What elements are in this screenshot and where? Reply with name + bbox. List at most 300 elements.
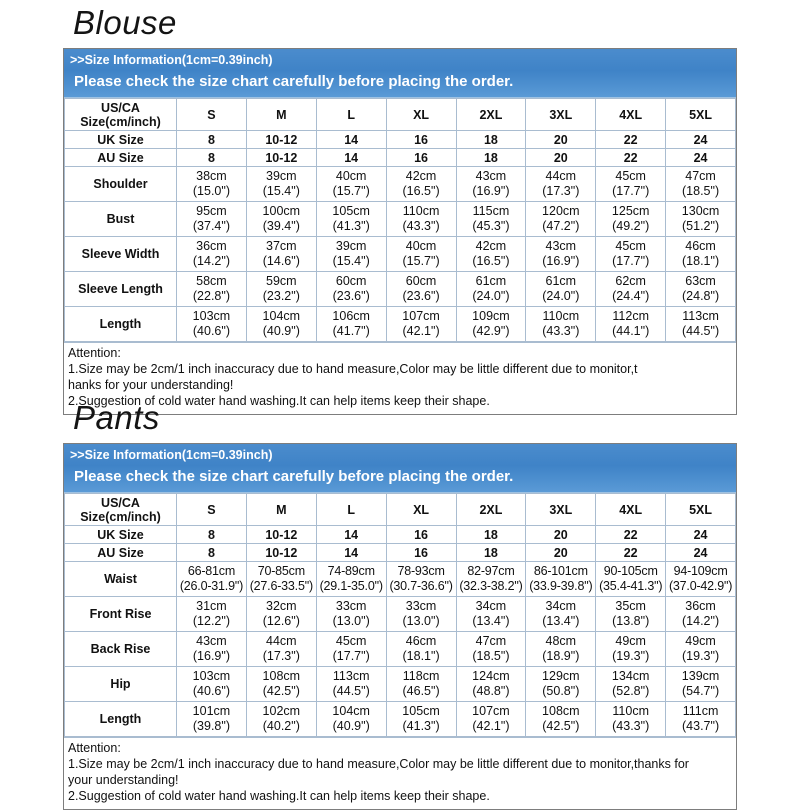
pants-data-cell bbox=[666, 667, 736, 702]
pants-value-cm: 34cm bbox=[545, 599, 577, 614]
blouse-table-row bbox=[65, 202, 736, 237]
blouse-value-inch: (18.5") bbox=[682, 184, 720, 199]
pants-value-inch: (13.4") bbox=[472, 614, 510, 629]
blouse-value-cm: 105cm bbox=[332, 204, 370, 219]
blouse-subheader-label: AU Size bbox=[65, 149, 177, 167]
blouse-data-cell bbox=[386, 202, 456, 237]
blouse-row-label: Sleeve Width bbox=[65, 237, 177, 272]
pants-value-inch: (29.1-35.0") bbox=[319, 579, 383, 594]
pants-data-cell bbox=[596, 562, 666, 597]
pants-size-header: M bbox=[246, 494, 316, 526]
pants-value-cm: 139cm bbox=[681, 669, 720, 684]
pants-value-inch: (40.6") bbox=[192, 684, 230, 699]
pants-data-cell bbox=[386, 597, 456, 632]
pants-value-cm: 31cm bbox=[196, 599, 227, 614]
pants-subheader-cell: 16 bbox=[386, 526, 456, 544]
blouse-title: Blouse bbox=[73, 4, 177, 41]
pants-value-inch: (54.7") bbox=[682, 684, 720, 699]
pants-table-row bbox=[65, 702, 736, 737]
blouse-data-cell bbox=[246, 237, 316, 272]
blouse-corner-line1: US/CA bbox=[101, 100, 140, 115]
pants-data-cell bbox=[666, 597, 736, 632]
blouse-value-inch: (14.2") bbox=[192, 254, 230, 269]
blouse-value-cm: 60cm bbox=[335, 274, 367, 289]
blouse-value-cm: 42cm bbox=[475, 239, 507, 254]
pants-banner bbox=[64, 444, 736, 493]
blouse-value-cm: 125cm bbox=[611, 204, 650, 219]
pants-value-inch: (13.4") bbox=[542, 614, 580, 629]
blouse-data-cell bbox=[666, 307, 736, 342]
blouse-value-inch: (24.0") bbox=[542, 289, 580, 304]
pants-data-cell bbox=[386, 562, 456, 597]
blouse-value-cm: 60cm bbox=[405, 274, 437, 289]
blouse-size-header: XL bbox=[386, 99, 456, 131]
blouse-data-cell bbox=[666, 202, 736, 237]
blouse-value-inch: (37.4") bbox=[192, 219, 230, 234]
blouse-size-header: 2XL bbox=[456, 99, 526, 131]
pants-value-inch: (17.7") bbox=[332, 649, 370, 664]
blouse-value-inch: (39.4") bbox=[262, 219, 300, 234]
blouse-value-cm: 43cm bbox=[545, 239, 577, 254]
pants-size-header: 4XL bbox=[596, 494, 666, 526]
pants-subheader-cell: 16 bbox=[386, 544, 456, 562]
pants-data-cell bbox=[456, 702, 526, 737]
pants-value-cm: 66-81cm bbox=[187, 564, 236, 579]
pants-value-inch: (40.9") bbox=[332, 719, 370, 734]
pants-attention-line: Attention: bbox=[68, 741, 121, 756]
pants-row-label: Waist bbox=[65, 562, 177, 597]
blouse-value-inch: (17.7") bbox=[612, 254, 650, 269]
pants-value-inch: (18.1") bbox=[402, 649, 440, 664]
pants-data-cell bbox=[177, 562, 247, 597]
blouse-table-row bbox=[65, 237, 736, 272]
blouse-value-inch: (15.4") bbox=[262, 184, 300, 199]
pants-value-cm: 113cm bbox=[332, 669, 370, 684]
blouse-subheader-cell: 20 bbox=[526, 149, 596, 167]
blouse-value-cm: 106cm bbox=[332, 309, 370, 324]
blouse-subheader-cell: 10-12 bbox=[246, 131, 316, 149]
blouse-data-cell bbox=[316, 237, 386, 272]
blouse-value-inch: (24.0") bbox=[472, 289, 510, 304]
blouse-data-cell bbox=[526, 167, 596, 202]
pants-value-cm: 102cm bbox=[262, 704, 301, 719]
pants-value-inch: (14.2") bbox=[682, 614, 720, 629]
pants-data-cell bbox=[177, 667, 247, 702]
pants-data-cell bbox=[177, 632, 247, 667]
pants-data-cell bbox=[386, 667, 456, 702]
pants-value-cm: 78-93cm bbox=[397, 564, 445, 579]
pants-data-cell bbox=[177, 597, 247, 632]
pants-subheader-row bbox=[65, 544, 736, 562]
pants-value-cm: 129cm bbox=[542, 669, 580, 684]
blouse-row-label: Shoulder bbox=[65, 167, 177, 202]
pants-value-inch: (32.3-38.2") bbox=[459, 579, 523, 594]
blouse-value-inch: (23.6") bbox=[402, 289, 440, 304]
pants-data-cell bbox=[386, 702, 456, 737]
pants-value-cm: 47cm bbox=[475, 634, 507, 649]
blouse-size-header: 5XL bbox=[666, 99, 736, 131]
pants-value-inch: (43.3") bbox=[612, 719, 650, 734]
blouse-value-inch: (43.3") bbox=[542, 324, 580, 339]
blouse-value-cm: 47cm bbox=[685, 169, 716, 184]
blouse-value-inch: (40.6") bbox=[192, 324, 230, 339]
blouse-row-label: Sleeve Length bbox=[65, 272, 177, 307]
blouse-value-inch: (22.8") bbox=[192, 289, 230, 304]
pants-data-cell bbox=[456, 632, 526, 667]
blouse-data-cell bbox=[386, 167, 456, 202]
blouse-table-row bbox=[65, 167, 736, 202]
pants-data-cell bbox=[246, 667, 316, 702]
blouse-data-cell bbox=[526, 202, 596, 237]
pants-subheader-label: AU Size bbox=[65, 544, 177, 562]
blouse-value-inch: (23.6") bbox=[332, 289, 370, 304]
pants-value-cm: 49cm bbox=[685, 634, 716, 649]
pants-value-cm: 110cm bbox=[612, 704, 649, 719]
pants-data-cell bbox=[666, 702, 736, 737]
pants-value-inch: (41.3") bbox=[402, 719, 440, 734]
blouse-banner bbox=[64, 49, 736, 98]
pants-value-inch: (18.9") bbox=[542, 649, 580, 664]
blouse-value-cm: 37cm bbox=[266, 239, 297, 254]
pants-data-cell bbox=[596, 632, 666, 667]
blouse-subheader-cell: 10-12 bbox=[246, 149, 316, 167]
blouse-data-cell bbox=[456, 202, 526, 237]
pants-value-cm: 43cm bbox=[196, 634, 227, 649]
blouse-data-cell bbox=[177, 307, 247, 342]
pants-value-cm: 49cm bbox=[615, 634, 646, 649]
pants-subheader-cell: 20 bbox=[526, 544, 596, 562]
blouse-value-cm: 40cm bbox=[335, 169, 367, 184]
pants-subheader-cell: 14 bbox=[316, 526, 386, 544]
blouse-subheader-cell: 18 bbox=[456, 131, 526, 149]
blouse-subheader-cell: 20 bbox=[526, 131, 596, 149]
blouse-value-inch: (15.7") bbox=[332, 184, 370, 199]
pants-data-cell bbox=[596, 667, 666, 702]
blouse-value-inch: (24.4") bbox=[612, 289, 650, 304]
blouse-row-label: Bust bbox=[65, 202, 177, 237]
blouse-value-cm: 107cm bbox=[402, 309, 440, 324]
pants-table-row bbox=[65, 632, 736, 667]
pants-value-cm: 118cm bbox=[402, 669, 440, 684]
blouse-data-cell bbox=[526, 272, 596, 307]
pants-attention-line: 2.Suggestion of cold water hand washing.It can help items keep their shape. bbox=[68, 788, 490, 803]
pants-header-row bbox=[65, 494, 736, 526]
pants-section bbox=[63, 399, 737, 810]
pants-data-cell bbox=[316, 667, 386, 702]
blouse-corner-line2: Size(cm/inch) bbox=[80, 114, 161, 129]
pants-value-cm: 36cm bbox=[685, 599, 716, 614]
blouse-value-inch: (15.4") bbox=[332, 254, 370, 269]
pants-value-cm: 124cm bbox=[472, 669, 510, 684]
pants-value-inch: (48.8") bbox=[472, 684, 510, 699]
blouse-value-cm: 39cm bbox=[335, 239, 367, 254]
blouse-data-cell bbox=[666, 237, 736, 272]
pants-value-inch: (16.9") bbox=[192, 649, 230, 664]
blouse-attention-line: hanks for your understanding! bbox=[68, 377, 234, 392]
blouse-value-cm: 61cm bbox=[545, 274, 577, 289]
blouse-value-inch: (41.7") bbox=[332, 324, 370, 339]
blouse-value-cm: 46cm bbox=[685, 239, 716, 254]
pants-value-cm: 46cm bbox=[405, 634, 437, 649]
pants-value-cm: 34cm bbox=[475, 599, 507, 614]
pants-banner-size-info: >>Size Information(1cm=0.39inch) bbox=[70, 447, 273, 462]
pants-value-inch: (39.8") bbox=[192, 719, 230, 734]
pants-value-inch: (13.0") bbox=[402, 614, 440, 629]
blouse-value-cm: 44cm bbox=[545, 169, 577, 184]
pants-subheader-cell: 22 bbox=[596, 526, 666, 544]
pants-subheader-cell: 20 bbox=[526, 526, 596, 544]
pants-value-inch: (12.2") bbox=[192, 614, 230, 629]
pants-title: Pants bbox=[73, 399, 160, 436]
pants-value-inch: (19.3") bbox=[682, 649, 720, 664]
pants-subheader-row bbox=[65, 526, 736, 544]
pants-size-table bbox=[64, 493, 736, 737]
blouse-value-inch: (42.9") bbox=[472, 324, 510, 339]
blouse-data-cell bbox=[246, 272, 316, 307]
pants-data-cell bbox=[316, 702, 386, 737]
pants-value-inch: (52.8") bbox=[612, 684, 650, 699]
blouse-value-inch: (41.3") bbox=[332, 219, 370, 234]
pants-value-inch: (42.1") bbox=[472, 719, 510, 734]
blouse-value-inch: (16.9") bbox=[472, 184, 510, 199]
blouse-value-inch: (18.1") bbox=[682, 254, 720, 269]
blouse-value-inch: (17.3") bbox=[542, 184, 580, 199]
pants-value-inch: (35.4-41.3") bbox=[599, 579, 663, 594]
blouse-value-cm: 45cm bbox=[615, 169, 646, 184]
pants-row-label: Hip bbox=[65, 667, 177, 702]
blouse-table-row bbox=[65, 307, 736, 342]
pants-data-cell bbox=[386, 632, 456, 667]
blouse-subheader-cell: 8 bbox=[177, 149, 247, 167]
pants-attention bbox=[64, 737, 736, 809]
pants-value-cm: 82-97cm bbox=[467, 564, 515, 579]
pants-data-cell bbox=[316, 632, 386, 667]
blouse-data-cell bbox=[386, 307, 456, 342]
pants-data-cell bbox=[666, 562, 736, 597]
blouse-banner-size-info: >>Size Information(1cm=0.39inch) bbox=[70, 52, 273, 67]
blouse-value-inch: (43.3") bbox=[402, 219, 440, 234]
pants-data-cell bbox=[526, 632, 596, 667]
pants-value-inch: (30.7-36.6") bbox=[389, 579, 453, 594]
blouse-value-cm: 120cm bbox=[542, 204, 580, 219]
blouse-data-cell bbox=[177, 237, 247, 272]
pants-value-inch: (17.3") bbox=[262, 649, 300, 664]
pants-data-cell bbox=[456, 597, 526, 632]
blouse-value-cm: 59cm bbox=[266, 274, 297, 289]
blouse-attention-line: Attention: bbox=[68, 346, 121, 361]
blouse-data-cell bbox=[666, 272, 736, 307]
blouse-table-body bbox=[65, 99, 736, 342]
pants-data-cell bbox=[316, 562, 386, 597]
blouse-value-cm: 40cm bbox=[405, 239, 437, 254]
blouse-value-cm: 42cm bbox=[405, 169, 437, 184]
blouse-value-inch: (15.7") bbox=[402, 254, 440, 269]
pants-data-cell bbox=[526, 562, 596, 597]
blouse-attention-line: 2.Suggestion of cold water hand washing.It can help items keep their shape. bbox=[68, 393, 490, 408]
blouse-value-inch: (44.5") bbox=[682, 324, 720, 339]
pants-value-inch: (18.5") bbox=[472, 649, 510, 664]
pants-subheader-label: UK Size bbox=[65, 526, 177, 544]
pants-corner-line1: US/CA bbox=[101, 495, 140, 510]
blouse-data-cell bbox=[316, 167, 386, 202]
pants-size-header: 3XL bbox=[526, 494, 596, 526]
pants-value-cm: 111cm bbox=[682, 704, 719, 719]
pants-value-cm: 103cm bbox=[192, 669, 231, 684]
pants-subheader-cell: 22 bbox=[596, 544, 666, 562]
pants-data-cell bbox=[526, 702, 596, 737]
blouse-value-inch: (14.6") bbox=[262, 254, 300, 269]
pants-data-cell bbox=[666, 632, 736, 667]
pants-subheader-cell: 8 bbox=[177, 544, 247, 562]
blouse-subheader-cell: 16 bbox=[386, 131, 456, 149]
pants-size-header: 5XL bbox=[666, 494, 736, 526]
blouse-value-inch: (16.5") bbox=[402, 184, 440, 199]
blouse-data-cell bbox=[177, 202, 247, 237]
blouse-value-cm: 63cm bbox=[685, 274, 716, 289]
blouse-row-label: Length bbox=[65, 307, 177, 342]
blouse-subheader-cell: 14 bbox=[316, 131, 386, 149]
blouse-data-cell bbox=[316, 272, 386, 307]
pants-subheader-cell: 10-12 bbox=[246, 526, 316, 544]
blouse-data-cell bbox=[596, 272, 666, 307]
blouse-value-inch: (45.3") bbox=[472, 219, 510, 234]
blouse-data-cell bbox=[246, 307, 316, 342]
blouse-value-cm: 39cm bbox=[266, 169, 297, 184]
pants-value-cm: 32cm bbox=[266, 599, 297, 614]
blouse-chart bbox=[63, 48, 737, 415]
blouse-data-cell bbox=[456, 237, 526, 272]
blouse-value-inch: (24.8") bbox=[682, 289, 720, 304]
pants-size-header: XL bbox=[386, 494, 456, 526]
blouse-header-row bbox=[65, 99, 736, 131]
pants-subheader-cell: 24 bbox=[666, 526, 736, 544]
blouse-data-cell bbox=[456, 167, 526, 202]
blouse-size-header: 3XL bbox=[526, 99, 596, 131]
pants-subheader-cell: 18 bbox=[456, 526, 526, 544]
blouse-data-cell bbox=[386, 237, 456, 272]
pants-value-inch: (26.0-31.9") bbox=[179, 579, 244, 594]
blouse-value-cm: 43cm bbox=[475, 169, 507, 184]
blouse-value-inch: (49.2") bbox=[612, 219, 650, 234]
blouse-data-cell bbox=[596, 307, 666, 342]
blouse-value-cm: 100cm bbox=[262, 204, 301, 219]
blouse-attention-line: 1.Size may be 2cm/1 inch inaccuracy due to hand measure,Color may be little different due to monitor,t bbox=[68, 361, 638, 376]
blouse-data-cell bbox=[596, 237, 666, 272]
pants-value-inch: (37.0-42.9") bbox=[668, 579, 733, 594]
pants-row-label: Back Rise bbox=[65, 632, 177, 667]
pants-table-row bbox=[65, 667, 736, 702]
pants-value-inch: (33.9-39.8") bbox=[529, 579, 593, 594]
blouse-data-cell bbox=[526, 307, 596, 342]
pants-value-inch: (43.7") bbox=[682, 719, 720, 734]
pants-value-cm: 108cm bbox=[542, 704, 580, 719]
blouse-value-cm: 109cm bbox=[472, 309, 510, 324]
blouse-value-cm: 112cm bbox=[612, 309, 649, 324]
pants-value-cm: 70-85cm bbox=[257, 564, 305, 579]
blouse-data-cell bbox=[526, 237, 596, 272]
blouse-data-cell bbox=[596, 202, 666, 237]
blouse-data-cell bbox=[386, 272, 456, 307]
blouse-value-cm: 62cm bbox=[615, 274, 646, 289]
pants-value-cm: 44cm bbox=[266, 634, 297, 649]
blouse-data-cell bbox=[666, 167, 736, 202]
blouse-value-cm: 110cm bbox=[402, 204, 440, 219]
blouse-size-table bbox=[64, 98, 736, 342]
pants-value-inch: (13.0") bbox=[332, 614, 370, 629]
blouse-value-cm: 110cm bbox=[542, 309, 580, 324]
blouse-size-header: 4XL bbox=[596, 99, 666, 131]
blouse-header-corner bbox=[65, 99, 177, 131]
pants-value-inch: (42.5") bbox=[262, 684, 300, 699]
pants-data-cell bbox=[596, 702, 666, 737]
blouse-subheader-row bbox=[65, 149, 736, 167]
pants-value-cm: 74-89cm bbox=[327, 564, 375, 579]
pants-value-cm: 33cm bbox=[405, 599, 437, 614]
blouse-value-inch: (16.5") bbox=[472, 254, 510, 269]
pants-data-cell bbox=[246, 562, 316, 597]
pants-value-inch: (27.6-33.5") bbox=[249, 579, 313, 594]
pants-value-cm: 108cm bbox=[262, 669, 301, 684]
blouse-subheader-cell: 24 bbox=[666, 149, 736, 167]
pants-chart bbox=[63, 443, 737, 810]
blouse-value-cm: 113cm bbox=[682, 309, 719, 324]
blouse-data-cell bbox=[177, 167, 247, 202]
pants-subheader-cell: 10-12 bbox=[246, 544, 316, 562]
blouse-data-cell bbox=[246, 167, 316, 202]
blouse-value-inch: (40.9") bbox=[262, 324, 300, 339]
blouse-data-cell bbox=[456, 307, 526, 342]
pants-data-cell bbox=[177, 702, 247, 737]
pants-data-cell bbox=[246, 632, 316, 667]
pants-header-corner bbox=[65, 494, 177, 526]
pants-attention-line: 1.Size may be 2cm/1 inch inaccuracy due to hand measure,Color may be little different due to monitor,thanks for bbox=[68, 756, 689, 771]
blouse-subheader-row bbox=[65, 131, 736, 149]
pants-subheader-cell: 18 bbox=[456, 544, 526, 562]
blouse-subheader-cell: 16 bbox=[386, 149, 456, 167]
pants-data-cell bbox=[596, 597, 666, 632]
pants-value-inch: (12.6") bbox=[262, 614, 300, 629]
blouse-value-cm: 130cm bbox=[681, 204, 720, 219]
blouse-subheader-label: UK Size bbox=[65, 131, 177, 149]
pants-data-cell bbox=[456, 562, 526, 597]
blouse-subheader-cell: 14 bbox=[316, 149, 386, 167]
pants-data-cell bbox=[246, 597, 316, 632]
blouse-value-cm: 103cm bbox=[192, 309, 231, 324]
blouse-value-cm: 61cm bbox=[475, 274, 507, 289]
blouse-subheader-cell: 8 bbox=[177, 131, 247, 149]
pants-subheader-cell: 8 bbox=[177, 526, 247, 544]
blouse-value-inch: (42.1") bbox=[402, 324, 440, 339]
blouse-value-cm: 38cm bbox=[196, 169, 227, 184]
blouse-value-inch: (47.2") bbox=[542, 219, 580, 234]
pants-subheader-cell: 24 bbox=[666, 544, 736, 562]
pants-value-cm: 101cm bbox=[192, 704, 231, 719]
blouse-value-inch: (17.7") bbox=[612, 184, 650, 199]
pants-value-inch: (46.5") bbox=[402, 684, 440, 699]
blouse-subheader-cell: 24 bbox=[666, 131, 736, 149]
blouse-data-cell bbox=[596, 167, 666, 202]
pants-size-header: S bbox=[177, 494, 247, 526]
pants-value-cm: 94-109cm bbox=[673, 564, 728, 579]
pants-value-inch: (13.8") bbox=[612, 614, 650, 629]
blouse-subheader-cell: 22 bbox=[596, 131, 666, 149]
pants-value-inch: (44.5") bbox=[332, 684, 370, 699]
blouse-subheader-cell: 18 bbox=[456, 149, 526, 167]
blouse-table-row bbox=[65, 272, 736, 307]
pants-value-cm: 105cm bbox=[402, 704, 440, 719]
pants-corner-line2: Size(cm/inch) bbox=[80, 509, 161, 524]
pants-value-cm: 134cm bbox=[611, 669, 650, 684]
